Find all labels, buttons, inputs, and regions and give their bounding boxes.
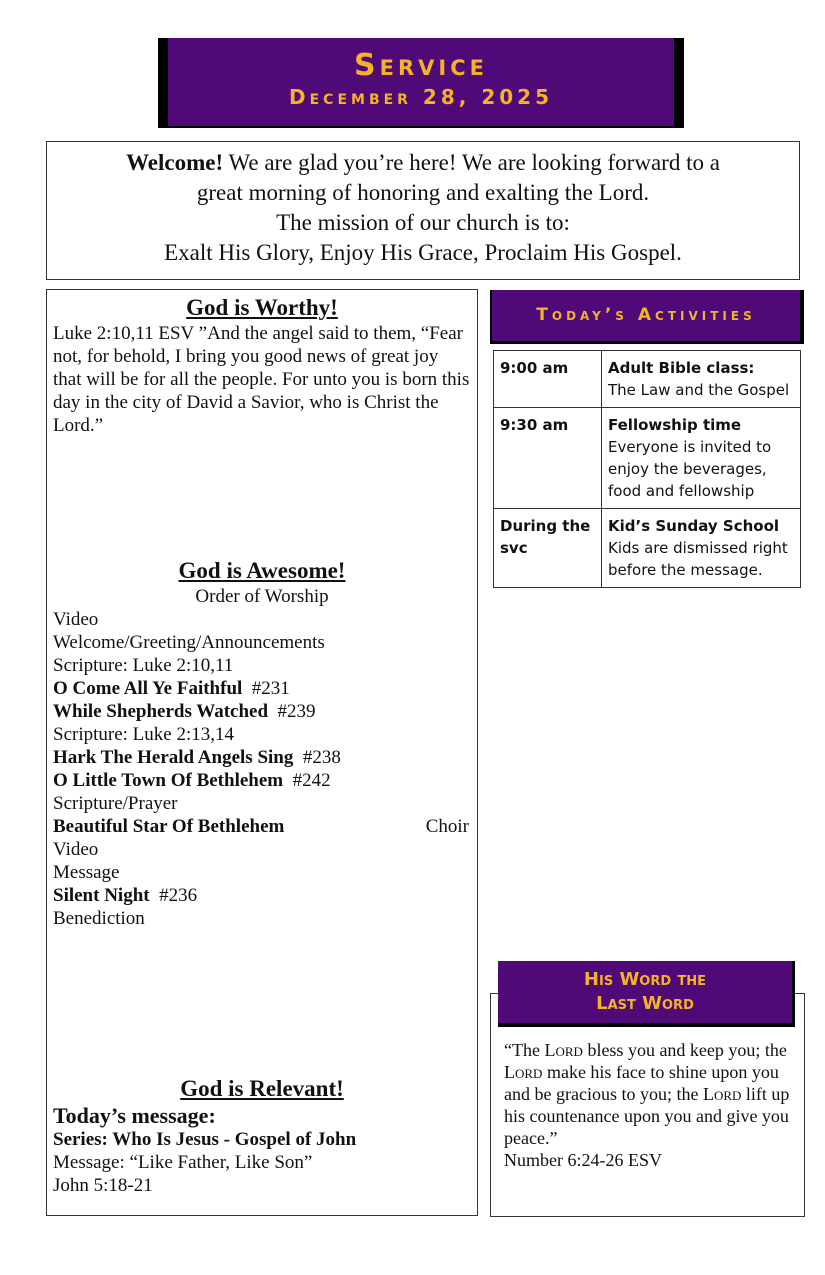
hymn-number: #239 [268,701,316,722]
order-of-worship-list [53,608,471,930]
activity-row [494,509,801,588]
activity-detail [602,408,801,509]
lord-word: Lord [544,1040,583,1060]
lord-word: Lord [504,1062,543,1082]
benediction-part-b: bless you and keep you; the [582,1040,787,1060]
last-word-title-2: Last Word [596,993,694,1014]
worship-item-text: Hark The Herald Angels Sing [53,747,294,768]
benediction-part-d: lift up his countenance upon you and give you peace.” [504,1084,790,1148]
worthy-title: God is Worthy! [186,295,338,320]
worthy-scripture: Luke 2:10,11 ESV ”And the angel said to them, “Fear not, for behold, I bring you good news of great joy that will be for all the people. For unto you is born this day in the city of David a Savior, who is Christ the Lord.” [53,323,470,436]
hymn-number: #238 [293,747,341,768]
activity-title: Fellowship time [608,416,742,434]
worship-item [53,631,471,654]
worship-item [53,723,471,746]
activity-description: The Law and the Gospel [608,381,790,399]
lord-word: Lord [702,1084,742,1104]
worship-item [53,884,471,907]
worship-item [53,815,471,838]
activities-header: Today’s Activities [490,290,800,341]
welcome-line-1-text: We are glad you’re here! We are looking forward to a [223,150,720,175]
welcome-line-4: Exalt His Glory, Enjoy His Grace, Proclaim His Gospel. [164,240,682,265]
spacer [53,930,471,1075]
worship-item-note: Choir [425,816,469,837]
awesome-title: God is Awesome! [178,558,346,583]
welcome-line-2: great morning of honoring and exalting the Lord. [196,180,650,205]
worship-item-text: O Come All Ye Faithful [53,678,243,699]
worship-item [53,677,471,700]
banner-title: Service [354,48,488,83]
activity-title: Adult Bible class: [608,359,755,377]
relevant-title: God is Relevant! [180,1076,344,1101]
activity-title: Kid’s Sunday School [608,517,780,535]
worship-item [53,746,471,769]
worship-item-text: Benediction [53,908,145,929]
worship-item-text: Message [53,862,120,883]
worship-item [53,907,471,930]
hymn-number: #236 [149,885,198,906]
hymn-number: #242 [283,770,331,791]
worship-item-text: While Shepherds Watched [53,701,269,722]
welcome-lead: Welcome! [126,150,224,175]
welcome-line-3: The mission of our church is to: [276,210,570,235]
worship-item [53,792,471,815]
worship-item-text: Video [53,609,99,630]
worship-item-text: Video [53,839,99,860]
hymn-number: #231 [242,678,290,699]
worship-item [53,838,471,861]
activities-table [493,350,801,588]
benediction-reference: Number 6:24-26 ESV [504,1150,662,1170]
benediction-part-c: make his face to shine upon you and be gracious to you; the [504,1062,779,1104]
spacer [53,437,471,557]
message-series: Series: Who Is Jesus - Gospel of John [53,1129,357,1150]
activity-time: 9:30 am [494,408,602,509]
last-word-header [498,961,792,1023]
activity-time: During the svc [494,509,602,588]
worship-item [53,654,471,677]
worship-item [53,769,471,792]
activity-description: Everyone is invited to enjoy the beverages, food and fellowship [608,438,772,500]
worship-item-text: O Little Town Of Bethlehem [53,770,284,791]
worship-item [53,861,471,884]
worship-item-text: Beautiful Star Of Bethlehem [53,816,285,837]
worship-item [53,700,471,723]
worship-item [53,608,471,631]
worship-item-text: Welcome/Greeting/Announcements [53,632,325,653]
activity-detail [602,351,801,408]
worship-item-text: Scripture: Luke 2:10,11 [53,655,234,676]
welcome-box [46,141,800,280]
message-title: Message: “Like Father, Like Son” [53,1152,313,1173]
service-banner [168,38,674,126]
order-of-worship-title: Order of Worship [195,586,329,607]
left-column [46,289,478,1216]
benediction-text [504,1039,796,1171]
activity-description: Kids are dismissed right before the message. [608,539,788,579]
todays-message-heading: Today’s message: [53,1103,216,1128]
banner-date: December 28, 2025 [289,85,553,109]
worship-item-text: Silent Night [53,885,150,906]
worship-item-text: Scripture/Prayer [53,793,178,814]
welcome-line-1 [47,148,799,178]
worship-item-text: Scripture: Luke 2:13,14 [53,724,234,745]
benediction-part-a: “The [504,1040,545,1060]
activity-detail [602,509,801,588]
activity-time: 9:00 am [494,351,602,408]
activity-row [494,351,801,408]
last-word-title-1: His Word the [583,969,707,990]
message-reference: John 5:18-21 [53,1175,153,1196]
activity-row [494,408,801,509]
